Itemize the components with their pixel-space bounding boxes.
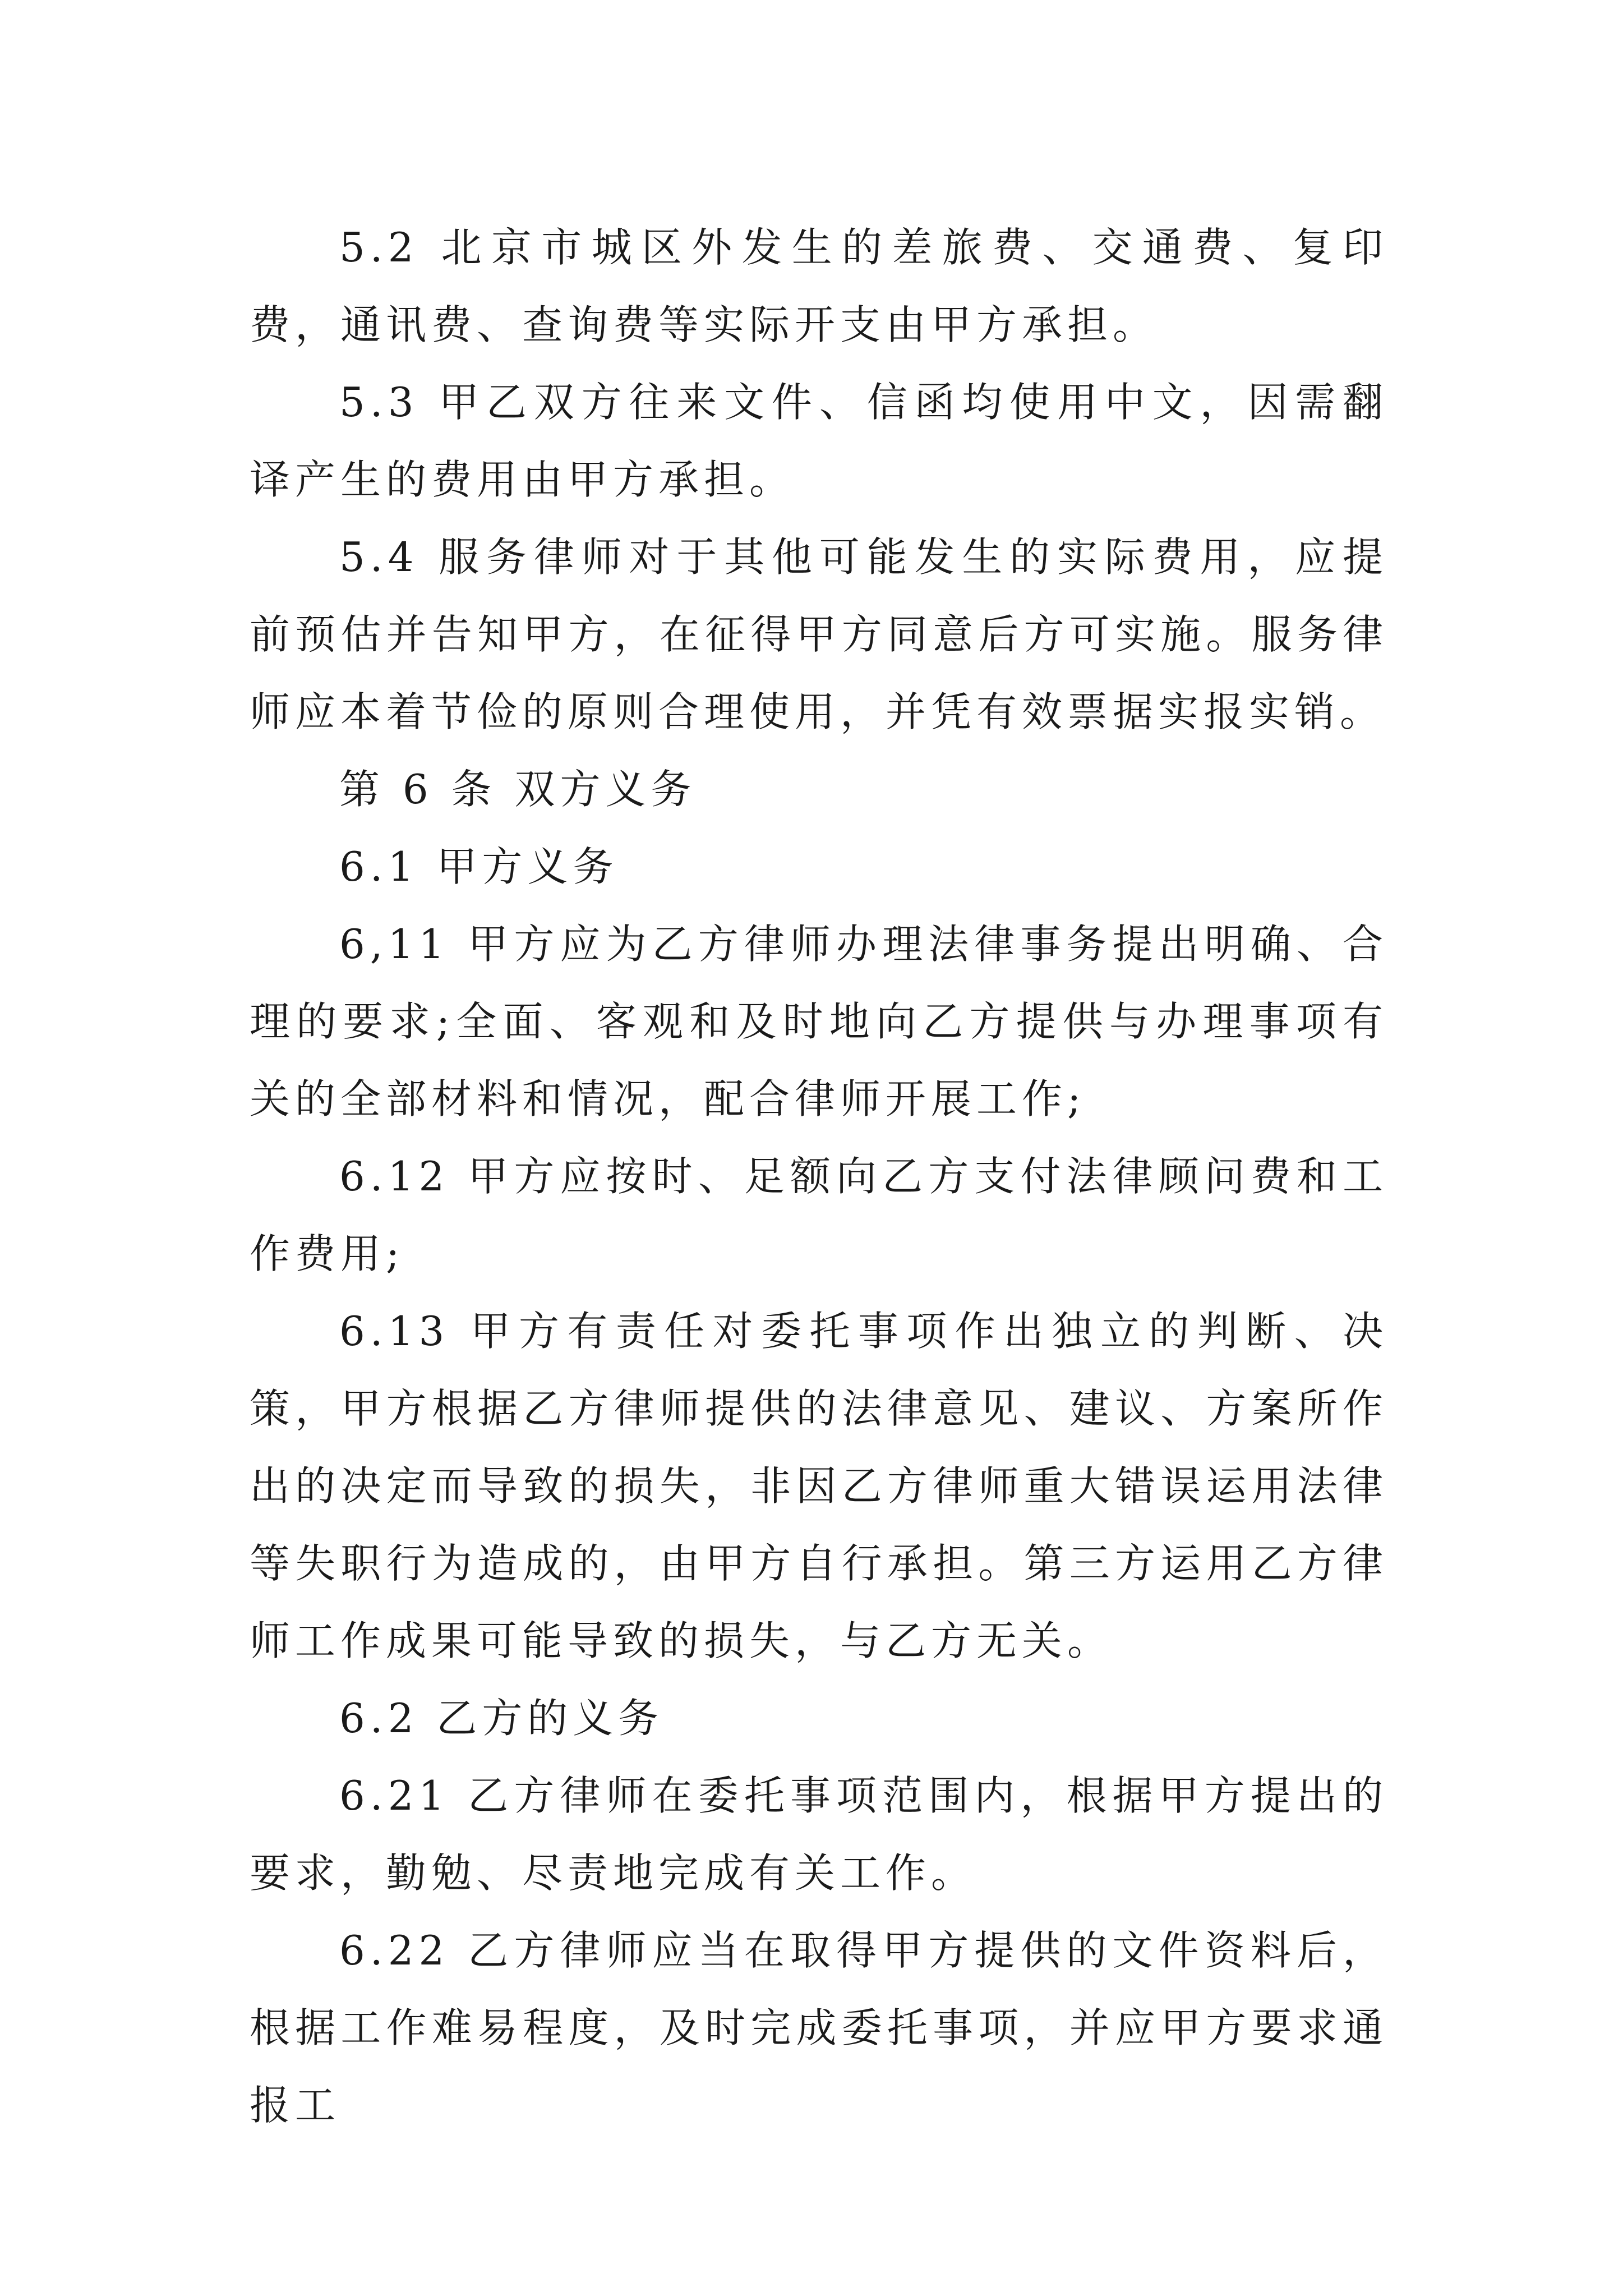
section-6-1-heading: 6.1 甲方义务	[339, 843, 619, 890]
paragraph-5-2: 5.2 北京市城区外发生的差旅费、交通费、复印费，通讯费、查询费等实际开支由甲方承担。	[250, 224, 1388, 348]
document-body	[250, 209, 1388, 2144]
article-6-heading: 第 6 条 双方义务	[339, 766, 697, 813]
paragraph-6-21: 6.21 乙方律师在委托事项范围内，根据甲方提出的要求，勤勉、尽责地完成有关工作。	[250, 1772, 1388, 1897]
paragraph-6-13: 6.13 甲方有责任对委托事项作出独立的判断、决策，甲方根据乙方律师提供的法律意见、建议、方案所作出的决定而导致的损失，非因乙方律师重大错误运用法律等失职行为造成的，由甲方自行承担。第三方运用乙方律师工作成果可能导致的损失，与乙方无关。	[250, 1308, 1388, 1664]
paragraph-5-4: 5.4 服务律师对于其他可能发生的实际费用，应提前预估并告知甲方，在征得甲方同意后方可实施。服务律师应本着节俭的原则合理使用，并凭有效票据实报实销。	[250, 533, 1388, 735]
section-6-2-heading: 6.2 乙方的义务	[339, 1695, 664, 1742]
paragraph-6-12: 6.12 甲方应按时、足额向乙方支付法律顾问费和工作费用;	[250, 1153, 1388, 1277]
paragraph-6-11: 6,11 甲方应为乙方律师办理法律事务提出明确、合理的要求;全面、客观和及时地向乙方提供与办理事项有关的全部材料和情况，配合律师开展工作;	[250, 921, 1388, 1122]
paragraph-5-3: 5.3 甲乙双方往来文件、信函均使用中文，因需翻译产生的费用由甲方承担。	[250, 379, 1388, 503]
paragraph-6-22: 6.22 乙方律师应当在取得甲方提供的文件资料后，根据工作难易程度，及时完成委托事项，并应甲方要求通报工	[250, 1927, 1388, 2129]
